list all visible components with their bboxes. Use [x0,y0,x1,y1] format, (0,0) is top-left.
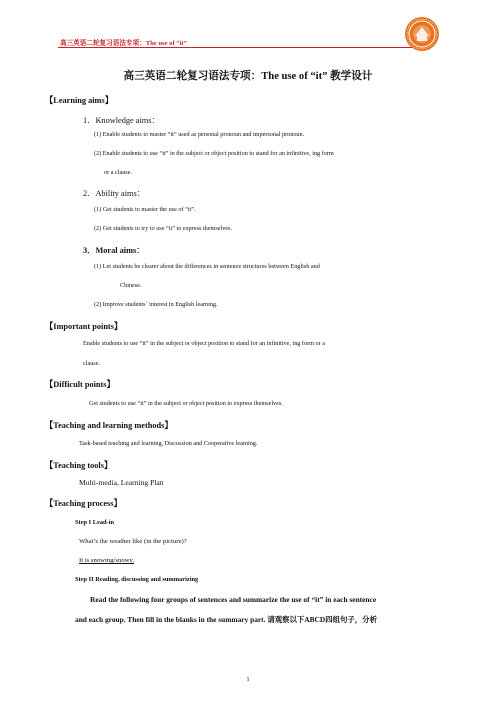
step-1-label: Step I Lead-in [75,519,115,526]
step-1-question: What’s the weather like (in the picture)? [79,538,187,545]
knowledge-aim-2: (2) Enable students to use “it” in the subject or object position to stand for an infinitive, ing form [94,150,334,157]
ability-aim-2: (2) Get students to try to use “it” to express themselves. [94,225,232,232]
tools-text: Multi-media, Learning Plan [79,478,164,487]
document-title: 高三英语二轮复习语法专项：The use of “it” 教学设计 [123,71,373,82]
knowledge-aim-1: (1) Enable students to master “it” used as personal pronoun and impersonal pronoun. [94,131,305,138]
knowledge-aims-label: 1．Knowledge aims： [83,116,160,125]
moral-aim-1-cont: Chinese. [120,282,142,289]
moral-aims-label: 3．Moral aims： [83,246,145,255]
section-teaching-process: 【Teaching process】 [45,499,122,508]
moral-aim-1: (1) Let students be clearer about the differences in sentence structures between English and [94,263,320,270]
step-2-instruction-line-1: Read the following four groups of sentences and summarize the use of “it” in each sentence [90,595,377,604]
moral-aim-2: (2) Improve students` interest in English learning. [94,301,218,308]
page-number: 1 [246,676,250,683]
methods-text: Task-based teaching and learning, Discussion and Cooperative learning. [79,440,258,447]
section-difficult-points: 【Difficult points】 [45,380,115,389]
step-2-instruction-line-2: and each group. Then fill in the blanks in the summary part. 请观察以下ABCD四组句子，分析 [75,615,377,624]
header-rule [58,47,428,48]
school-logo [404,16,440,52]
ability-aim-1: (1) Get students to master the use of “it”. [94,206,196,213]
step-2-label: Step II Reading, discussing and summarizing [75,576,199,583]
section-methods: 【Teaching and learning methods】 [45,421,173,430]
section-learning-aims: 【Learning aims】 [45,96,113,105]
running-header: 高三英语二轮复习语法专项：The use of “it” [60,40,187,47]
step-1-answer: It is snowing/snowy. [79,557,135,564]
ability-aims-label: 2．Ability aims： [83,189,145,198]
difficult-points-text: Get students to use “it” in the subject or object position to express themselves. [89,400,283,407]
knowledge-aim-2-cont: or a clause. [104,169,133,176]
important-points-line-1: Enable students to use “it” in the subject or object position to stand for an infinitive, ing form or a [83,340,325,347]
important-points-line-2: clause. [83,360,101,367]
section-teaching-tools: 【Teaching tools】 [45,461,113,470]
section-important-points: 【Important points】 [45,322,123,331]
